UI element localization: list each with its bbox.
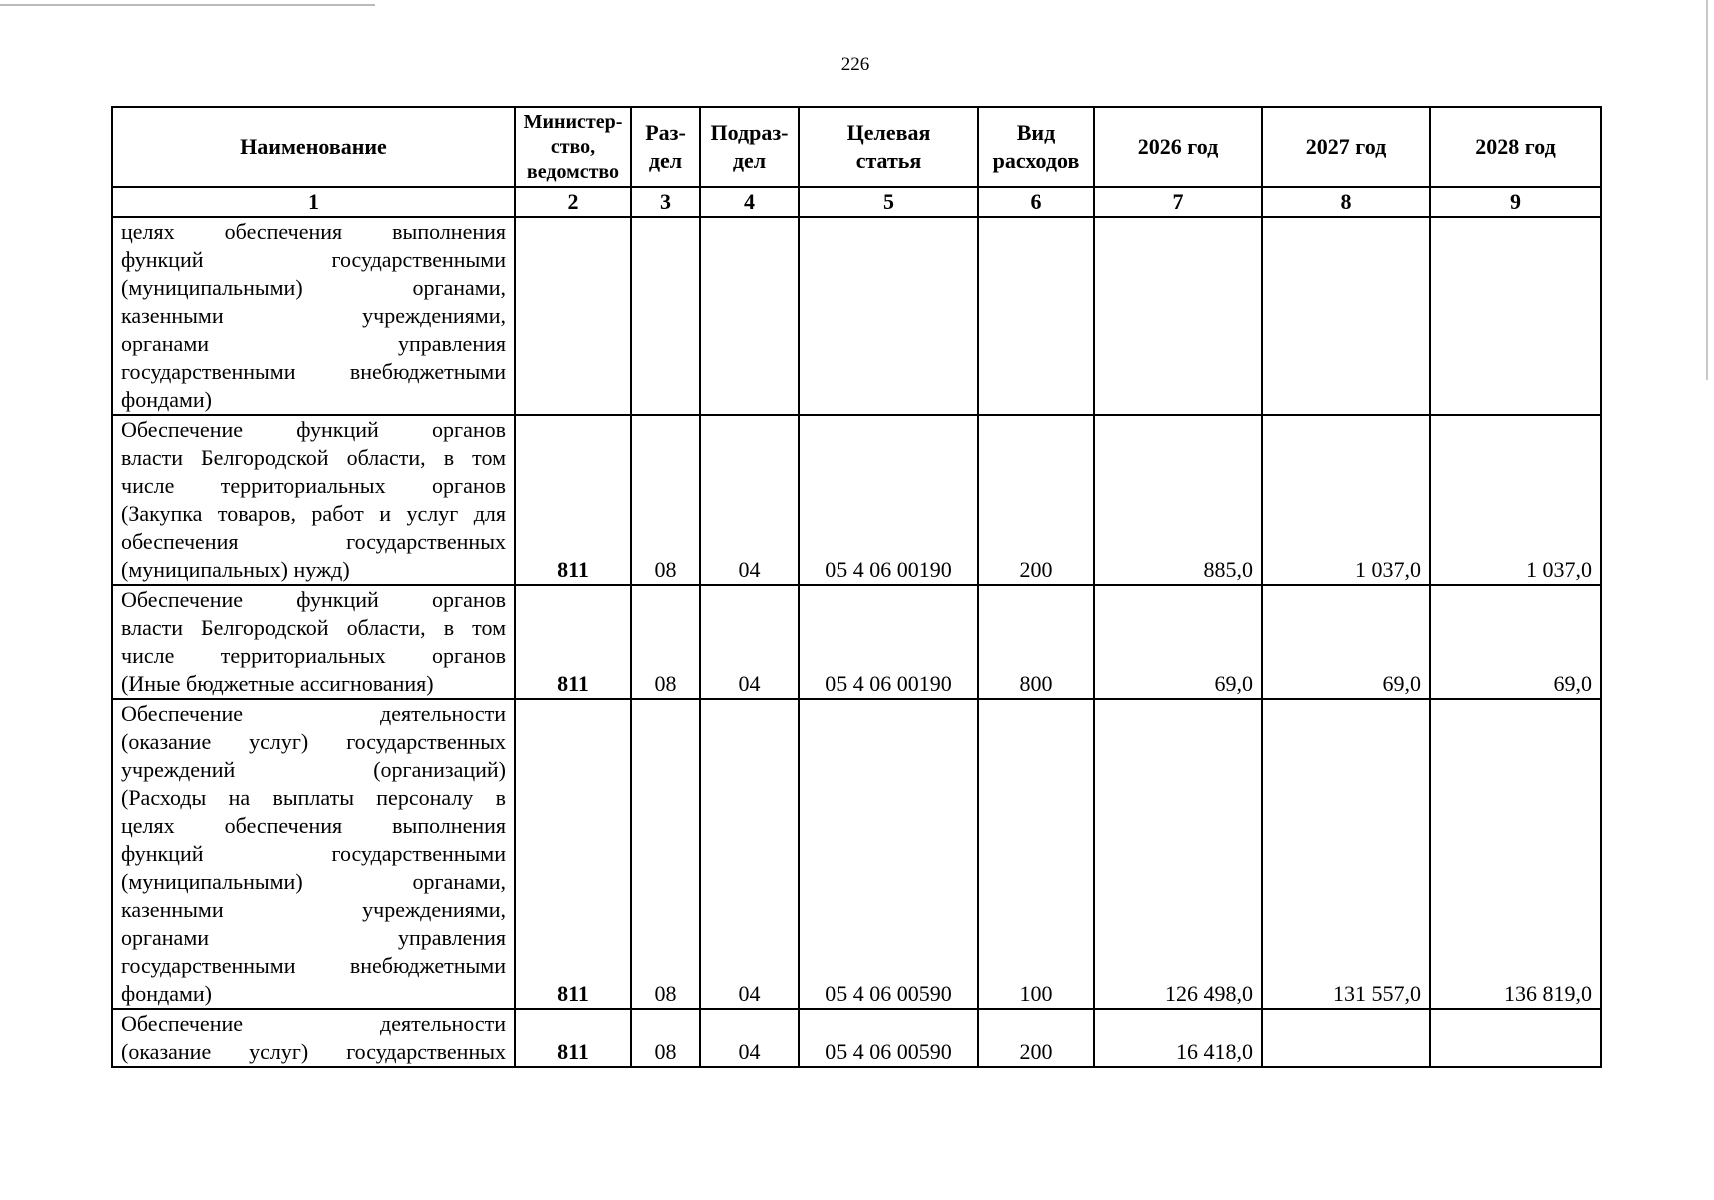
name-line: (Расходы на выплаты персоналу в — [121, 785, 506, 810]
amount-2026-cell: 126 498,0 — [1094, 699, 1262, 1009]
name-line: числе территориальных органов — [121, 643, 506, 668]
amount-2026-cell — [1094, 217, 1262, 415]
header-line: 2026 год — [1137, 134, 1219, 159]
amount-2027-cell — [1262, 1009, 1430, 1067]
expense-type-cell — [978, 217, 1094, 415]
name-cell — [112, 217, 515, 415]
section-cell: 08 — [631, 585, 700, 699]
name-line: Обеспечение деятельности — [121, 701, 506, 726]
subsection-cell: 04 — [700, 699, 799, 1009]
header-line: Вид — [1016, 120, 1056, 145]
header-ministry — [515, 107, 631, 187]
name-line: фондами) — [121, 387, 213, 412]
name-line: казенными учреждениями, — [121, 303, 506, 328]
name-line: власти Белгородской области, в том — [121, 615, 506, 640]
header-row — [112, 107, 1601, 187]
name-line: Обеспечение деятельности — [121, 1011, 506, 1036]
header-line: Подраз- — [710, 120, 789, 145]
name-cell — [112, 699, 515, 1009]
table-row — [112, 217, 1601, 415]
scan-artifact-edge — [1706, 0, 1708, 380]
header-line: 2028 год — [1475, 134, 1556, 159]
header-target — [799, 107, 978, 187]
page-number: 226 — [840, 54, 870, 75]
target-cell — [799, 217, 978, 415]
name-line: (оказание услуг) государственных — [121, 1039, 506, 1064]
header-line: 2027 год — [1305, 134, 1387, 159]
column-number: 6 — [978, 187, 1094, 217]
name-line: (муниципальными) органами, — [121, 275, 506, 300]
header-section — [631, 107, 700, 187]
expense-type-cell: 800 — [978, 585, 1094, 699]
ministry-cell: 811 — [515, 699, 631, 1009]
name-line: целях обеспечения выполнения — [121, 219, 506, 244]
amount-2027-cell: 131 557,0 — [1262, 699, 1430, 1009]
table-row — [112, 1009, 1601, 1067]
amount-2028-cell: 1 037,0 — [1430, 415, 1601, 585]
expense-type-cell: 200 — [978, 1009, 1094, 1067]
subsection-cell: 04 — [700, 585, 799, 699]
header-line: дел — [732, 148, 767, 173]
ministry-cell: 811 — [515, 585, 631, 699]
amount-2026-cell: 885,0 — [1094, 415, 1262, 585]
column-number: 8 — [1262, 187, 1430, 217]
amount-2028-cell: 69,0 — [1430, 585, 1601, 699]
amount-2026-cell: 16 418,0 — [1094, 1009, 1262, 1067]
target-cell: 05 4 06 00190 — [799, 585, 978, 699]
section-cell: 08 — [631, 699, 700, 1009]
ministry-cell — [515, 217, 631, 415]
name-line: учреждений (организаций) — [121, 757, 506, 782]
amount-2028-cell — [1430, 1009, 1601, 1067]
header-name — [112, 107, 515, 187]
name-line: функций государственными — [121, 841, 506, 866]
header-year-2027 — [1262, 107, 1430, 187]
expense-type-cell: 100 — [978, 699, 1094, 1009]
header-line: ведомство — [526, 160, 620, 183]
ministry-cell: 811 — [515, 415, 631, 585]
table-body — [112, 217, 1601, 1067]
name-line: фондами) — [121, 981, 213, 1006]
budget-table — [111, 106, 1602, 1068]
name-line: (муниципальными) органами, — [121, 869, 506, 894]
ministry-cell: 811 — [515, 1009, 631, 1067]
name-line: Обеспечение функций органов — [121, 587, 506, 612]
name-line: числе территориальных органов — [121, 473, 506, 498]
name-line: казенными учреждениями, — [121, 897, 506, 922]
header-line: Наименование — [240, 134, 387, 159]
subsection-cell: 04 — [700, 1009, 799, 1067]
name-line: органами управления — [121, 331, 506, 356]
header-line: Раз- — [645, 120, 686, 145]
name-line: целях обеспечения выполнения — [121, 813, 506, 838]
header-year-2028 — [1430, 107, 1601, 187]
target-cell: 05 4 06 00590 — [799, 699, 978, 1009]
column-number: 9 — [1430, 187, 1601, 217]
column-number: 3 — [631, 187, 700, 217]
header-line: Министер- — [523, 110, 623, 133]
name-cell — [112, 1009, 515, 1067]
column-number: 2 — [515, 187, 631, 217]
name-line: (оказание услуг) государственных — [121, 729, 506, 754]
header-line: ство, — [550, 135, 596, 158]
header-subsection — [700, 107, 799, 187]
subsection-cell: 04 — [700, 415, 799, 585]
amount-2028-cell: 136 819,0 — [1430, 699, 1601, 1009]
target-cell: 05 4 06 00190 — [799, 415, 978, 585]
scan-artifact-line — [0, 4, 375, 6]
name-cell — [112, 585, 515, 699]
section-cell — [631, 217, 700, 415]
section-cell: 08 — [631, 415, 700, 585]
table-row — [112, 415, 1601, 585]
table-row — [112, 699, 1601, 1009]
table-row — [112, 585, 1601, 699]
amount-2027-cell: 1 037,0 — [1262, 415, 1430, 585]
amount-2026-cell: 69,0 — [1094, 585, 1262, 699]
column-number-row — [112, 187, 1601, 217]
name-line: власти Белгородской области, в том — [121, 445, 506, 470]
header-line: Целевая — [846, 120, 931, 145]
amount-2028-cell — [1430, 217, 1601, 415]
header-line: статья — [855, 148, 922, 173]
column-number: 5 — [799, 187, 978, 217]
name-line: (муниципальных) нужд) — [121, 557, 350, 582]
name-line: государственными внебюджетными — [121, 953, 506, 978]
column-number: 7 — [1094, 187, 1262, 217]
subsection-cell — [700, 217, 799, 415]
header-expense-type — [978, 107, 1094, 187]
name-line: (Закупка товаров, работ и услуг для — [121, 501, 506, 526]
name-line: государственными внебюджетными — [121, 359, 506, 384]
amount-2027-cell: 69,0 — [1262, 585, 1430, 699]
name-line: функций государственными — [121, 247, 506, 272]
target-cell: 05 4 06 00590 — [799, 1009, 978, 1067]
name-line: Обеспечение функций органов — [121, 417, 506, 442]
amount-2027-cell — [1262, 217, 1430, 415]
expense-type-cell: 200 — [978, 415, 1094, 585]
column-number: 1 — [112, 187, 515, 217]
name-line: обеспечения государственных — [121, 529, 506, 554]
name-line: (Иные бюджетные ассигнования) — [121, 671, 434, 696]
header-year-2026 — [1094, 107, 1262, 187]
section-cell: 08 — [631, 1009, 700, 1067]
column-number: 4 — [700, 187, 799, 217]
header-line: дел — [648, 148, 683, 173]
name-cell — [112, 415, 515, 585]
header-line: расходов — [992, 148, 1080, 173]
name-line: органами управления — [121, 925, 506, 950]
